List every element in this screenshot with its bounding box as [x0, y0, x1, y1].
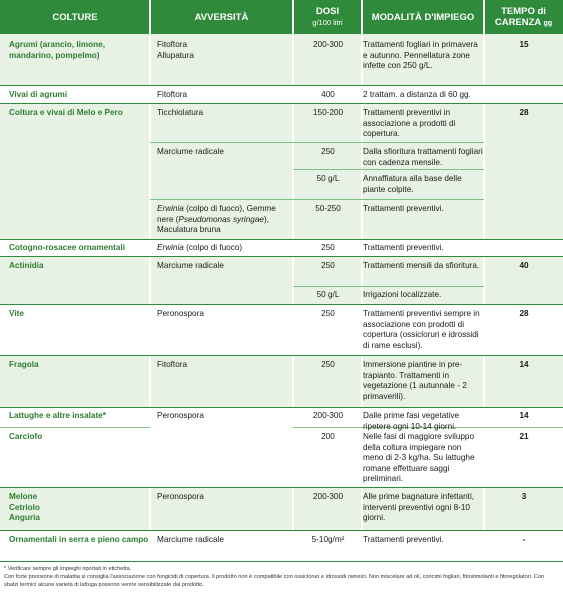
- adversity-melo-erwinia: Erwinia (colpo di fuoco), Gemme nere (Pseudomonas syringae), Maculatura bruna: [157, 204, 276, 234]
- footnote-label-check: * Verificare sempre gli impieghi riportati in etichetta.: [4, 566, 132, 572]
- adversity-melo-marciume: Marciume radicale: [157, 147, 224, 156]
- carenza-agrumi: 15: [519, 40, 529, 49]
- adversity-fragola: Fitoftora: [157, 360, 188, 369]
- row-divider: [0, 487, 563, 488]
- dose-lattughe: 200-300: [312, 411, 344, 420]
- mode-lattughe: Dalle prime fasi vegetative ripetere ogni 10-14 giorni.: [363, 411, 460, 431]
- dose-melo-ticchiolatura: 150-200: [312, 108, 344, 117]
- crop-fragola: Fragola: [9, 360, 39, 369]
- row-divider: [0, 239, 563, 240]
- row-divider: [0, 304, 563, 305]
- dose-melo-50gl: 50 g/L: [316, 174, 340, 183]
- adversity-melo-ticchiolatura: Ticchiolatura: [157, 108, 204, 117]
- adversity-vivai-agrumi: Fitoftora: [157, 90, 188, 99]
- row-divider: [0, 103, 563, 104]
- row-divider: [0, 407, 563, 408]
- mode-carciofo: Nelle fasi di maggiore sviluppo della coltura impiegare non meno di 2-3 kg/ha. Su lattughe romane effettuare saggi preliminari.: [363, 432, 475, 483]
- crop-ornamentali: Ornamentali in serra e pieno campo: [9, 535, 149, 544]
- crop-lattughe: Lattughe e altre insalate*: [9, 411, 106, 420]
- mode-melone: Alle prime bagnature infettanti, interventi preventivi ogni 8-10 giorni.: [363, 492, 475, 522]
- carenza-vite: 28: [519, 309, 529, 318]
- dose-melone: 200-300: [312, 492, 344, 501]
- carenza-actinidia: 40: [519, 261, 529, 270]
- mode-vite: Trattamenti preventivi sempre in associazione con prodotti di copertura (ossicloruri e idrossidi di rame esclusi).: [363, 309, 480, 350]
- adversity-actinidia: Marciume radicale: [157, 261, 224, 270]
- mode-melo-50gl: Annaffiatura alla base delle piante colpite.: [363, 174, 462, 194]
- carenza-lattughe: 14: [519, 411, 529, 420]
- mode-actinidia: Trattamenti mensili da sfioritura.: [363, 261, 480, 270]
- mode-actinidia-50gl: Irrigazioni localizzate.: [363, 290, 442, 299]
- crop-carciofo: Carciofo: [9, 432, 43, 441]
- mode-melo-erwinia: Trattamenti preventivi.: [363, 204, 444, 213]
- adversity-melone: Peronospora: [157, 492, 204, 501]
- dose-vivai-agrumi: 400: [321, 90, 335, 99]
- crop-agrumi: Agrumi (arancio, limone, mandarino, pompelmo): [9, 40, 105, 60]
- dose-actinidia: 250: [321, 261, 335, 270]
- dose-melo-marciume: 250: [321, 147, 335, 156]
- adversity-ornamentali: Marciume radicale: [157, 535, 224, 544]
- row-divider: [0, 427, 150, 428]
- dose-ornamentali: 5-10g/m²: [311, 535, 345, 544]
- row-divider: [0, 256, 563, 257]
- dose-carciofo: 200: [321, 432, 335, 441]
- mode-ornamentali: Trattamenti preventivi.: [363, 535, 444, 544]
- adversity-agrumi: Fitoftora Allupatura: [157, 40, 194, 60]
- dose-agrumi: 200-300: [312, 40, 344, 49]
- adversity-lattughe: Peronospora: [157, 411, 204, 420]
- footnote-usage-notes: Con forte pressione di malattia si consiglia l'associazione con fungicidi di copertura. Il prodotto non è compatibile con ossicloruri e idrossidi rameici. Non miscelare ad oli, concimi fogliari, fitostimolanti e fitoregolatori. Con sbalzi termici alcune varietà di lattuga possono venire sensibilizzate dal prodotto.: [4, 574, 545, 588]
- adversity-vite: Peronospora: [157, 309, 204, 318]
- crop-cotogno: Cotogno-rosacee ornamentali: [9, 243, 126, 252]
- row-divider: [293, 286, 484, 287]
- mode-cotogno: Trattamenti preventivi.: [363, 243, 444, 252]
- crop-vite: Vite: [9, 309, 24, 318]
- row-divider: [0, 355, 563, 356]
- header-dosi: DOSI g/100 litri: [293, 0, 362, 34]
- dose-actinidia-50gl: 50 g/L: [316, 290, 340, 299]
- header-avversita: AVVERSITÀ: [150, 0, 293, 34]
- mode-agrumi: Trattamenti fogliari in primavera e autunno. Pennellatura zone infette con 250 g/L.: [363, 40, 478, 70]
- crop-melo-pero: Coltura e vivai di Melo e Pero: [9, 108, 123, 117]
- mode-melo-marciume: Dalla sfioritura trattamenti fogliari con cadenza mensile.: [363, 147, 483, 167]
- dose-melo-erwinia: 50-250: [315, 204, 341, 213]
- mode-melo-ticchiolatura: Trattamenti preventivi in associazione a prodotti di copertura.: [363, 108, 456, 138]
- row-divider: [0, 530, 563, 531]
- row-divider: [293, 169, 484, 170]
- carenza-melone: 3: [521, 492, 527, 501]
- header-modalita: MODALITÀ D'IMPIEGO: [362, 0, 484, 34]
- dose-fragola: 250: [321, 360, 335, 369]
- row-divider: [0, 561, 563, 562]
- carenza-carciofo: 21: [519, 432, 529, 441]
- carenza-fragola: 14: [519, 360, 529, 369]
- header-carenza: TEMPO di CARENZA gg: [484, 0, 563, 34]
- carenza-melo: 28: [519, 108, 529, 117]
- row-divider: [150, 142, 484, 143]
- adversity-cotogno: Erwinia (colpo di fuoco): [157, 243, 243, 252]
- row-divider: [0, 85, 563, 86]
- mode-vivai-agrumi: 2 trattam. a distanza di 60 gg.: [363, 90, 471, 99]
- crop-vivai-agrumi: Vivai di agrumi: [9, 90, 68, 99]
- row-divider: [150, 199, 484, 200]
- carenza-ornamentali: -: [522, 535, 526, 544]
- crop-actinidia: Actinidia: [9, 261, 44, 270]
- crop-melone: Melone Cetriolo Anguria: [9, 492, 40, 522]
- dose-vite: 250: [321, 309, 335, 318]
- header-colture: COLTURE: [0, 0, 150, 34]
- mode-fragola: Immersione piantine in pre-trapianto. Trattamenti in vegetazione (1 autunnale - 2 primaverili).: [363, 360, 467, 401]
- dose-cotogno: 250: [321, 243, 335, 252]
